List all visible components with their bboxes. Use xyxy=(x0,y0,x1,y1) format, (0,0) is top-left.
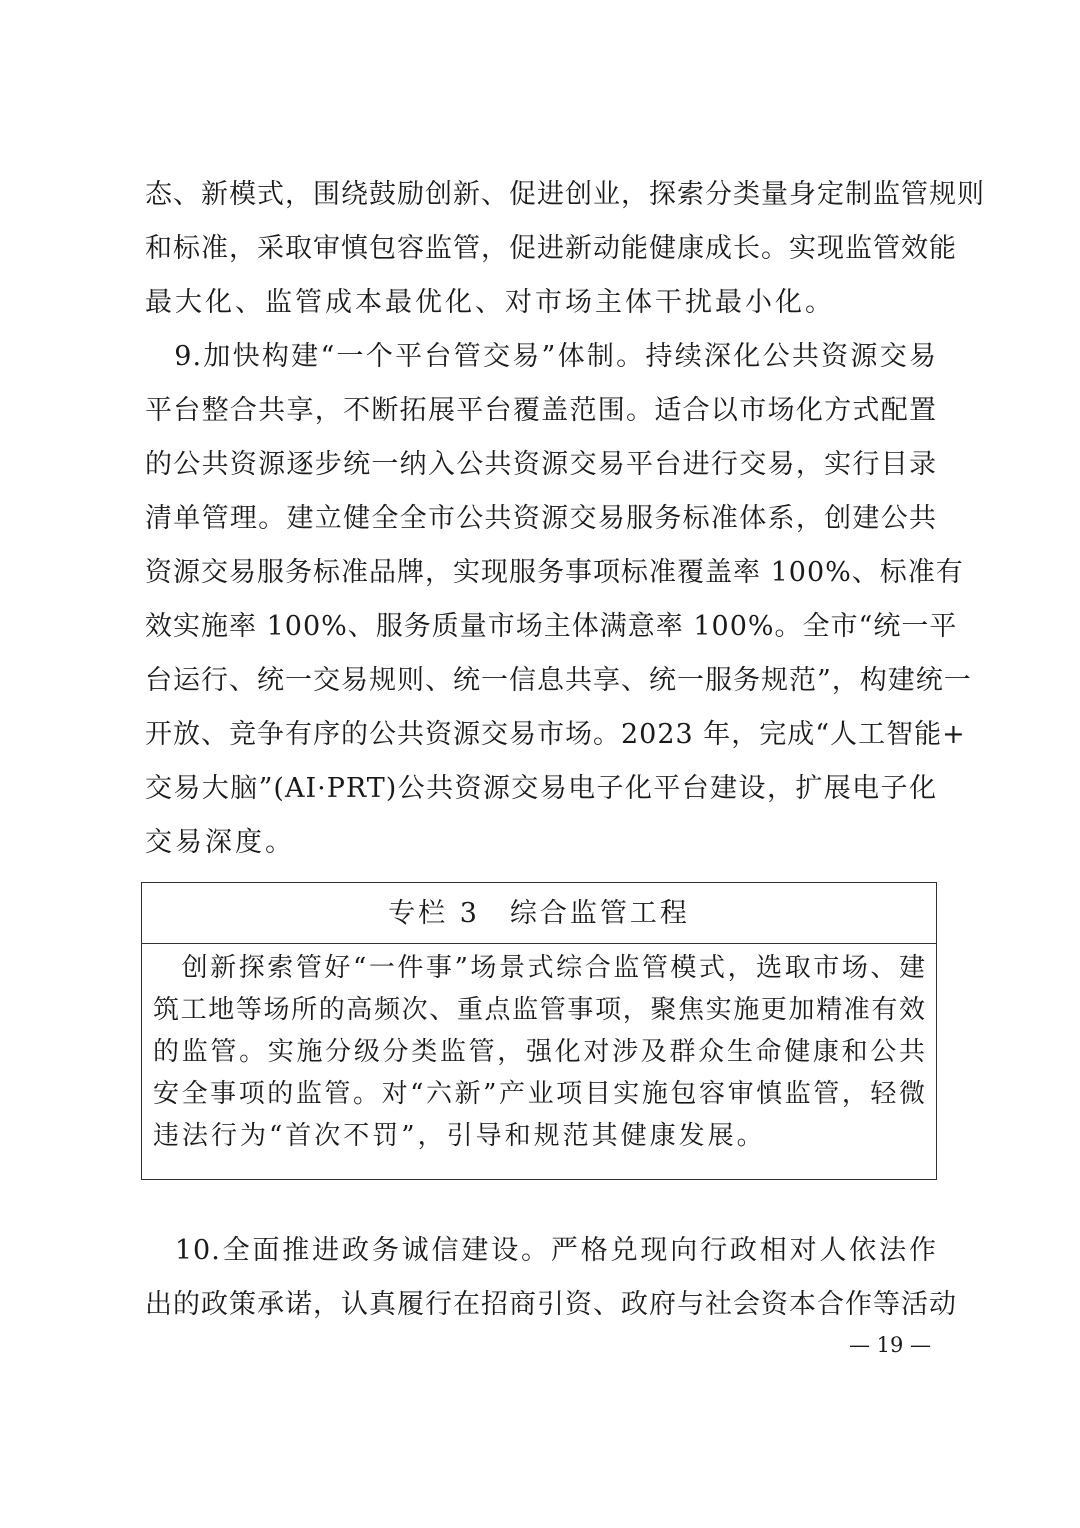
body-line: 10.全面推进政务诚信建设。严格兑现向行政相对人依法作 xyxy=(145,1235,937,1266)
column-box-line: 创新探索管好“一件事”场景式综合监管模式，选取市场、建 xyxy=(153,953,926,983)
column-box-line: 违法行为“首次不罚”，引导和规范其健康发展。 xyxy=(153,1121,766,1151)
body-line: 资源交易服务标准品牌，实现服务事项标准覆盖率 100%、标准有 xyxy=(145,557,964,588)
body-line: 台运行、统一交易规则、统一信息共享、统一服务规范”，构建统一 xyxy=(145,665,972,696)
body-line: 平台整合共享，不断拓展平台覆盖范围。适合以市场化方式配置 xyxy=(145,395,937,426)
column-box-title: 专栏 3 综合监管工程 xyxy=(142,883,936,944)
column-box-line: 筑工地等场所的高频次、重点监管事项，聚焦实施更加精准有效 xyxy=(153,995,926,1025)
body-line: 出的政策承诺，认真履行在招商引资、政府与社会资本合作等活动 xyxy=(145,1289,957,1320)
body-line: 和标准，采取审慎包容监管，促进新动能健康成长。实现监管效能 xyxy=(145,233,957,264)
body-line: 清单管理。建立健全全市公共资源交易服务标准体系，创建公共 xyxy=(145,503,937,534)
body-line: 的公共资源逐步统一纳入公共资源交易平台进行交易，实行目录 xyxy=(145,449,937,480)
body-line: 9.加快构建“一个平台管交易”体制。持续深化公共资源交易 xyxy=(145,341,937,372)
body-line: 交易深度。 xyxy=(145,827,295,858)
body-line: 最大化、监管成本最优化、对市场主体干扰最小化。 xyxy=(145,287,835,318)
column-box-line: 的监管。实施分级分类监管，强化对涉及群众生命健康和公共 xyxy=(153,1037,926,1067)
column-box xyxy=(141,882,937,1180)
page-number: — 19 — xyxy=(848,1333,932,1357)
column-box-line: 安全事项的监管。对“六新”产业项目实施包容审慎监管，轻微 xyxy=(153,1079,926,1109)
body-line: 态、新模式，围绕鼓励创新、促进创业，探索分类量身定制监管规则 xyxy=(145,179,985,210)
body-line: 效实施率 100%、服务质量市场主体满意率 100%。全市“统一平 xyxy=(145,611,958,642)
body-line: 开放、竞争有序的公共资源交易市场。2023 年，完成“人工智能+ xyxy=(145,719,966,750)
body-line: 交易大脑”(AI·PRT)公共资源交易电子化平台建设，扩展电子化 xyxy=(145,773,937,804)
